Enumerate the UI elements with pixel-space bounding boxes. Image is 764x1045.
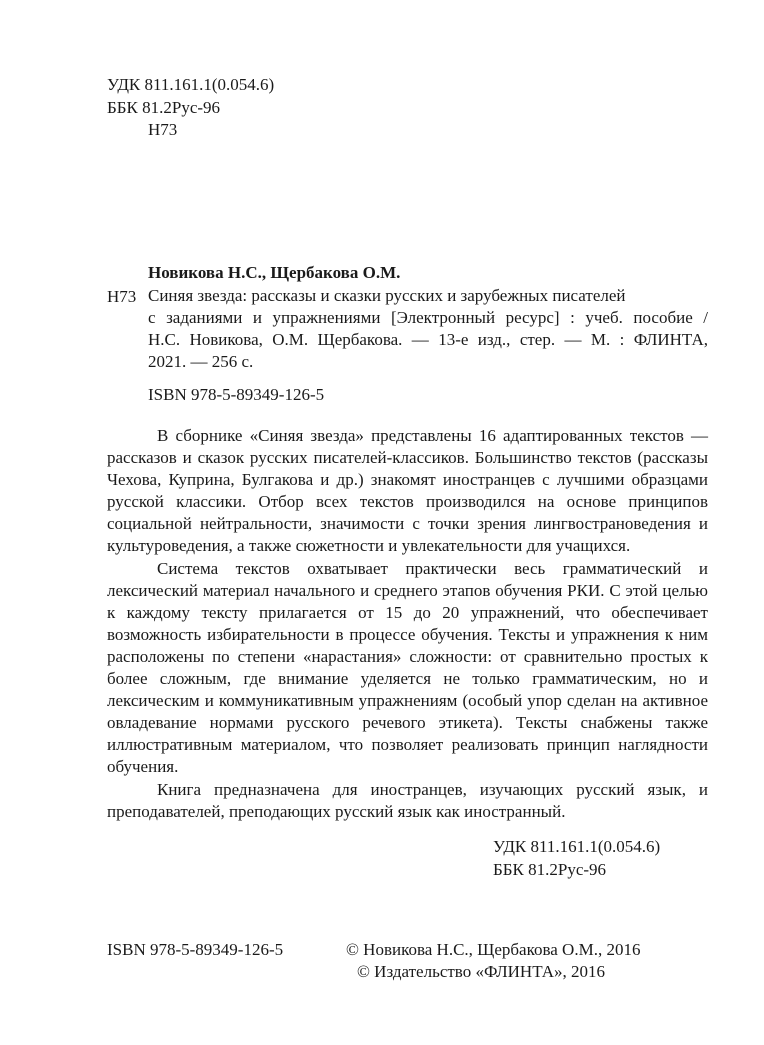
bbk-code-top: ББК 81.2Рус-96 bbox=[107, 98, 221, 117]
footer-isbn: ISBN 978-5-89349-126-5 bbox=[107, 940, 284, 959]
udk-code-top: УДК 811.161.1(0.054.6) bbox=[107, 75, 275, 94]
bbk-code-bottom: ББК 81.2Рус-96 bbox=[493, 860, 607, 879]
abstract-paragraph: Система текстов охватывает практически весь грамматический и лексический материал начального и среднего этапов обучения РКИ. С этой целью к каждому тексту прилагается от 15 до 20 упражнений, что обеспечивает возможность избирательности в процессе обучения. Тексты и упражнения к ним расположены по степени «нарастания» сложности: от сравнительно простых к более сложным, где внимание уделяется не только грамматическим, но и лексическим и коммуникативным упражнениям (особый упор сделан на активное овладевание нормами русского речевого этикета). Тексты снабжены также иллюстративным материалом, что позволяет реализовать принцип наглядности обучения. bbox=[107, 558, 708, 777]
abstract-paragraph: Книга предназначена для иностранцев, изучающих русский язык, и преподавателей, преподающих русский язык как иностранный. bbox=[107, 779, 708, 821]
record-line: с заданиями и упражнениями [Электронный ресурс] : учеб. пособие / bbox=[148, 308, 708, 327]
record-authors: Новикова Н.С., Щербакова О.М. bbox=[148, 263, 401, 282]
author-sign-top: Н73 bbox=[148, 120, 178, 139]
copyright-authors: © Новикова Н.С., Щербакова О.М., 2016 bbox=[346, 940, 641, 959]
abstract-paragraph: В сборнике «Синяя звезда» представлены 16 адаптированных текстов — рассказов и сказок русских писателей-классиков. Большинство текстов (рассказы Чехова, Куприна, Булгакова и др.) знакомят иностранцев с лучшими образцами русской классики. Отбор всех текстов производился на основе принципов социальной нейтральности, значимости с точки зрения лингвострановедения и культуроведения, а также сюжетности и увлекательности для учащихся. bbox=[107, 426, 708, 556]
record-isbn: ISBN 978-5-89349-126-5 bbox=[148, 385, 325, 404]
copyright-publisher: © Издательство «ФЛИНТА», 2016 bbox=[357, 962, 606, 981]
record-line: Синяя звезда: рассказы и сказки русских и зарубежных писателей bbox=[148, 286, 626, 305]
udk-code-bottom: УДК 811.161.1(0.054.6) bbox=[493, 837, 661, 856]
record-line: 2021. — 256 с. bbox=[148, 352, 254, 371]
record-author-sign: Н73 bbox=[107, 287, 137, 306]
abstract bbox=[107, 425, 708, 823]
record-line: Н.С. Новикова, О.М. Щербакова. — 13-е изд., стер. — М. : ФЛИНТА, bbox=[148, 330, 708, 349]
